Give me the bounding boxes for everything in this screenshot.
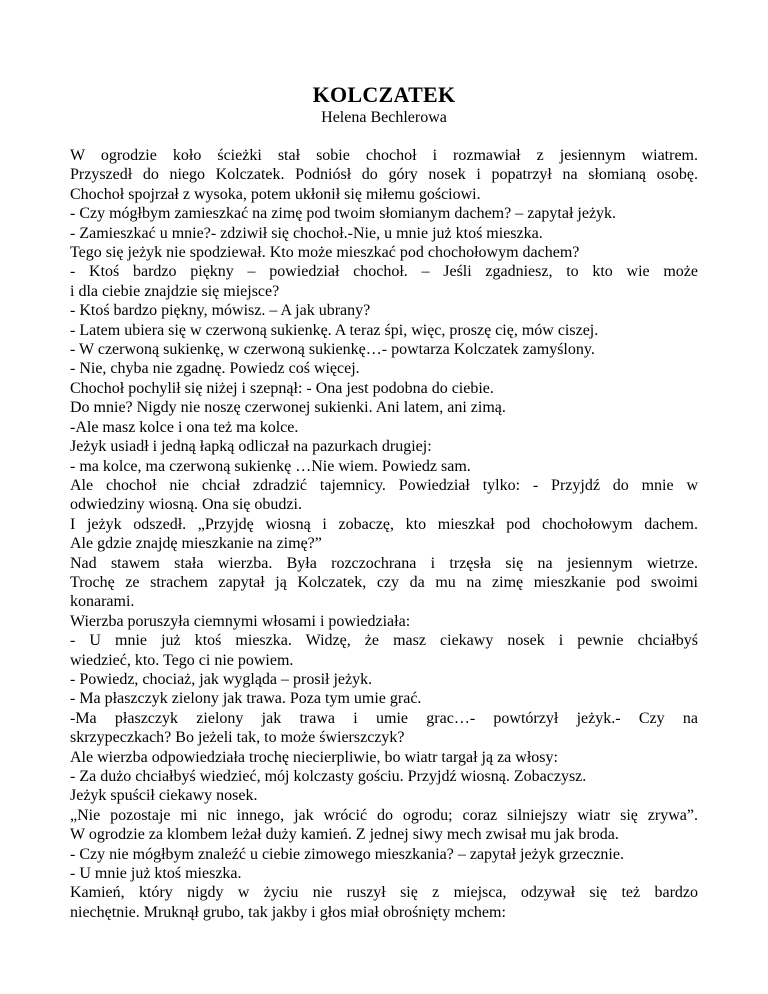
text-line: -Ale masz kolce i ona też ma kolce.	[70, 418, 299, 436]
text-line: skrzypeczkach? Bo jeżeli tak, to może świerszczyk?	[70, 729, 405, 747]
text-line: Wierzba poruszyła ciemnymi włosami i powiedziała:	[70, 612, 411, 630]
text-line: W ogrodzie koło ścieżki stał sobie chochoł i rozmawiał z jesiennym wiatrem.	[70, 147, 698, 164]
text-line: i dla ciebie znajdzie się miejsce?	[70, 282, 280, 300]
text-line: - Czy mógłbym zamieszkać na zimę pod twoim słomianym dachem? – zapytał jeżyk.	[70, 205, 617, 223]
text-line: Nad stawem stała wierzba. Była rozczochrana i trzęsła się na jesiennym wietrze.	[70, 554, 698, 572]
text-line: - Za dużo chciałbyś wiedzieć, mój kolczasty gościu. Przyjdź wiosną. Zobaczysz.	[70, 768, 587, 785]
text-line: -Ma płaszczyk zielony jak trawa i umie grac…- powtórzył jeżyk.- Czy na	[70, 709, 698, 727]
text-line: W ogrodzie za klombem leżał duży kamień. Z jednej siwy mech zwisał mu jak broda.	[70, 826, 619, 844]
text-line: - ma kolce, ma czerwoną sukienkę …Nie wiem. Powiedz sam.	[70, 457, 471, 475]
text-line: wiedzieć, kto. Tego ci nie powiem.	[70, 651, 294, 669]
text-line: Do mnie? Nigdy nie noszę czerwonej sukienki. Ani latem, ani zimą.	[70, 399, 506, 417]
text-line: - Zamieszkać u mnie?- zdziwił się chochoł.-Nie, u mnie już ktoś mieszka.	[70, 224, 543, 242]
document-title: KOLCZATEK	[312, 82, 456, 107]
text-line: Ale wierzba odpowiedziała trochę niecierpliwie, bo wiatr targał ją za włosy:	[70, 748, 558, 766]
text-line: - Nie, chyba nie zgadnę. Powiedz coś więcej.	[70, 360, 360, 378]
text-line: niechętnie. Mruknął grubo, tak jakby i głos miał obrośnięty mchem:	[70, 903, 506, 921]
text-line: Jeżyk usiadł i jedną łapką odliczał na pazurkach drugiej:	[70, 438, 432, 456]
text-line: - Ktoś bardzo piękny – powiedział chochoł. – Jeśli zgadniesz, to kto wie może	[70, 263, 698, 281]
text-line: - Ma płaszczyk zielony jak trawa. Poza tym umie grać.	[70, 690, 422, 708]
text-line: Przyszedł do niego Kolczatek. Podniósł do góry nosek i popatrzył na słomianą osobę.	[70, 166, 698, 184]
text-line: - Czy nie mógłbym znaleźć u ciebie zimowego mieszkania? – zapytał jeżyk grzecznie.	[70, 845, 624, 863]
text-line: Ale gdzie znajdę mieszkanie na zimę?”	[70, 535, 322, 553]
text-line: Jeżyk spuścił ciekawy nosek.	[70, 787, 258, 805]
document-page	[70, 82, 698, 922]
text-line: - Powiedz, chociaż, jak wygląda – prosił jeżyk.	[70, 670, 373, 688]
text-line: I jeżyk odszedł. „Przyjdę wiosną i zobaczę, kto mieszkał pod chochołowym dachem.	[70, 515, 698, 533]
text-line: Trochę ze strachem zapytał ją Kolczatek, czy da mu na zimę mieszkanie pod swoimi	[70, 573, 698, 591]
text-line: - Latem ubiera się w czerwoną sukienkę. A teraz śpi, więc, proszę cię, mów ciszej.	[70, 321, 599, 339]
text-line: Chochoł spojrzał z wysoka, potem ukłonił się miłemu gościowi.	[70, 185, 481, 203]
text-line: „Nie pozostaje mi nic innego, jak wrócić do ogrodu; coraz silniejszy wiatr się zrywa”.	[70, 806, 698, 824]
text-line: Chochoł pochylił się niżej i szepnął: - Ona jest podobna do ciebie.	[70, 379, 494, 397]
story-body	[70, 146, 698, 922]
text-line: - W czerwoną sukienkę, w czerwoną sukienkę…- powtarza Kolczatek zamyślony.	[70, 341, 595, 359]
text-line: konarami.	[70, 593, 135, 611]
text-line: - U mnie już ktoś mieszka.	[70, 865, 242, 883]
document-author: Helena Bechlerowa	[321, 109, 447, 126]
text-line: Kamień, który nigdy w życiu nie ruszył się z miejsca, odzywał się też bardzo	[70, 884, 698, 902]
text-line: - U mnie już ktoś mieszka. Widzę, że masz ciekawy nosek i pewnie chciałbyś	[70, 632, 698, 650]
text-line: Tego się jeżyk nie spodziewał. Kto może mieszkać pod chochołowym dachem?	[70, 244, 580, 262]
text-line: odwiedziny wiosną. Ona się obudzi.	[70, 496, 302, 514]
text-line: - Ktoś bardzo piękny, mówisz. – A jak ubrany?	[70, 302, 371, 320]
text-line: Ale chochoł nie chciał zdradzić tajemnicy. Powiedział tylko: - Przyjdź do mnie w	[70, 476, 698, 494]
